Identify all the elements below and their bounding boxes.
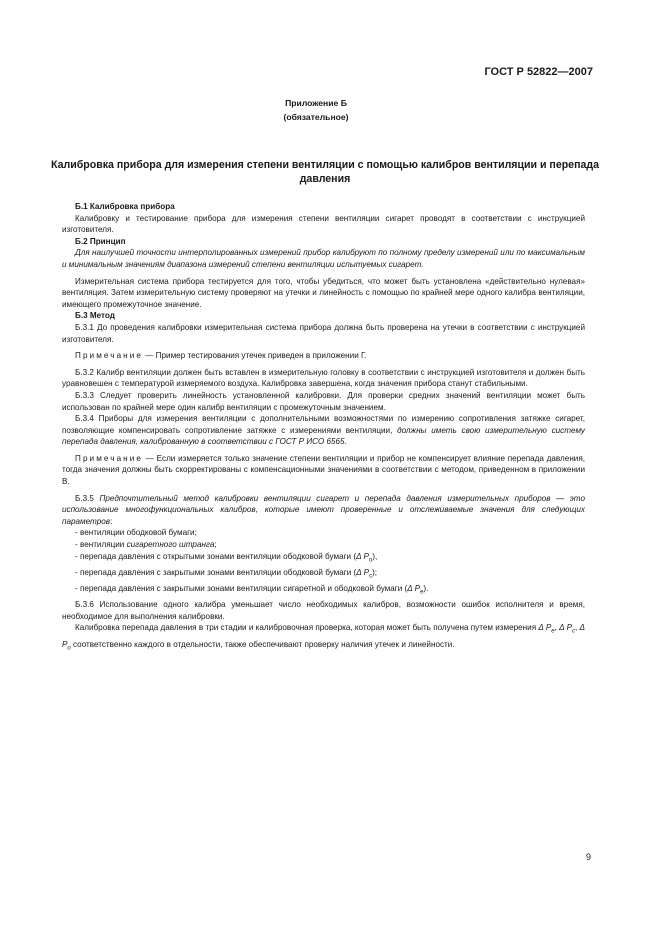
paragraph: Б.3.1 До проведения калибровки измерительная система прибора должна быть проверена на утечки в соответствии с инструкцией изготовителя. (62, 322, 585, 344)
clause-number: Б.3.5 (75, 493, 94, 503)
paragraph-text: Б.3.4 Приборы для измерения вентиляции с дополнительными возможностями по измерению сопротивления затяжке сигарет, позволяющие компенсировать сопротивление затяжке с измерениями вентиляции, (62, 414, 585, 435)
annex-title: Приложение Б (285, 98, 347, 108)
pressure-symbol: Δ P (407, 584, 421, 594)
symbol-delta-pc: Δ $P_c$ (559, 623, 575, 636)
list-item-text: - вентиляции ободковой бумаги; (75, 528, 197, 538)
pressure-subscript: e (420, 589, 424, 596)
page-number: 9 (585, 852, 591, 862)
standard-designation: ГОСТ Р 52822—2007 (484, 66, 593, 78)
section-b1-heading: Б.1 Калибровка прибора (75, 202, 175, 211)
list-item-text: ), (372, 551, 378, 561)
pressure-subscript: c (369, 573, 373, 580)
paragraph-text: Калибровка перепада давления в три стадии и калибровочная проверка, которая может быть получена путем измерения (75, 623, 537, 633)
annex-header (0, 96, 632, 124)
list-item (62, 527, 585, 539)
list-item-text: - перепада давления с закрытыми зонами вентиляции сигаретной и ободковой бумаги ( (75, 584, 408, 594)
paragraph: Б.3.6 Использование одного калибра уменьшает число необходимых калибров, возможности ошибок исполнителя и время, необходимое для выполнения калибровки. (62, 600, 585, 621)
symbol-delta-pe: Δ $P_e$ (538, 623, 555, 636)
document-title: Калибровка прибора для измерения степени вентиляции с помощью калибров вентиляции и перепада давления (51, 159, 599, 185)
paragraph-text: соответственно каждого в отдельности, также обеспечивают проверку наличия утечек и линейности. (73, 639, 455, 649)
section-b3-heading: Б.3 Метод (75, 311, 115, 321)
paragraph: Б.3.3 Следует проверить линейность установленной калибровки. Для проверки средних значений вентиляции может быть использован по крайней мере один калибр вентиляции с промежуточным значением. (62, 390, 585, 412)
list-item (62, 567, 585, 583)
annex-status: (обязательное) (283, 112, 349, 122)
pressure-symbol: Δ P (356, 551, 369, 561)
list-item (62, 583, 585, 599)
list-item-text: ). (423, 584, 429, 594)
parameter-list (62, 527, 585, 599)
section-b2-heading: Б.2 Принцип (75, 236, 126, 246)
list-item-text: - вентиляции (75, 540, 127, 550)
note-label: Примечание (75, 453, 144, 463)
note (62, 350, 585, 362)
list-item (62, 539, 585, 551)
pressure-symbol: Δ P (356, 567, 370, 577)
note-text: — Пример тестирования утечек приведен в приложении Г. (145, 351, 367, 361)
list-item (62, 551, 585, 567)
pressure-subscript: o (368, 557, 373, 564)
note-text: — Если измеряется только значение степени вентиляции и прибор не компенсирует влияние перепада давления, тогда значения должны быть скорректированы с компенсационными значениями в соответствии с методом, приведенном в приложении В. (62, 453, 585, 487)
list-item-text: ); (372, 567, 378, 577)
list-item-text: ; (214, 540, 217, 550)
note (62, 453, 585, 488)
paragraph-italic: должны иметь свою измерительную систему перепада давления, калиброванную в соответствии с ГОСТ Р ИСО 6565. (62, 425, 585, 447)
list-item-text: - перепада давления с закрытыми зонами вентиляции ободковой бумаги ( (75, 567, 357, 577)
paragraph: Калибровка перепада давления в три стадии и калибровочная проверка, которая может быть получена путем измерения Δ $P_e$, Δ $P_c$, Δ $P_o$ соответственно каждого в отдельности, также обеспечивают проверку наличия утечек и линейности. (62, 623, 585, 652)
paragraph (62, 413, 585, 448)
paragraph: Измерительная система прибора тестируется для того, чтобы убедиться, что может быть установлена «действительно нулевая» вентиляция. Затем измерительную систему проверяют на утечки и линейность с помощью по крайней мере одного калибра вентиляции, имеющего промежуточное значение. (62, 276, 585, 309)
paragraph: Б.3.5 Предпочтительный метод калибровки вентиляции сигарет и перепада давления измерительных приборов — это использование многофункциональных калибров, которые имеют проверенные и отслеживаемые значения для следующих параметров: (62, 493, 585, 526)
paragraph: Для наилучшей точности интерполированных измерений прибор калибруют по полному пределу измерений или по максимальным и минимальным значениям диапазона измерений степени вентиляции испытуемых сигарет. (62, 248, 585, 269)
paragraph-italic: Предпочтительный метод калибровки вентиляции сигарет и перепада давления измерительных приборов — это использование многофункциональных калибров, которые имеют проверенные и отслеживаемые значения для следующих параметров (62, 493, 585, 526)
document-body (62, 201, 585, 655)
list-item-text: - перепада давления с открытыми зонами вентиляции ободковой бумаги ( (75, 551, 357, 561)
paragraph: Калибровку и тестирование прибора для измерения степени вентиляции сигарет проводят в соответствии с инструкцией изготовителя. (62, 213, 585, 235)
paragraph: Б.3.2 Калибр вентиляции должен быть вставлен в измерительную головку в соответствии с инструкцией изготовителя и должен быть уравновешен с температурой измеряемого воздуха. Калибровка завершена, когда значения прибора станут стабильными. (62, 367, 585, 389)
list-item-italic: сигаретного штранга (126, 540, 215, 550)
symbol-delta-po: Δ $P_o$ (62, 623, 585, 652)
note-label: Примечание (75, 351, 144, 361)
